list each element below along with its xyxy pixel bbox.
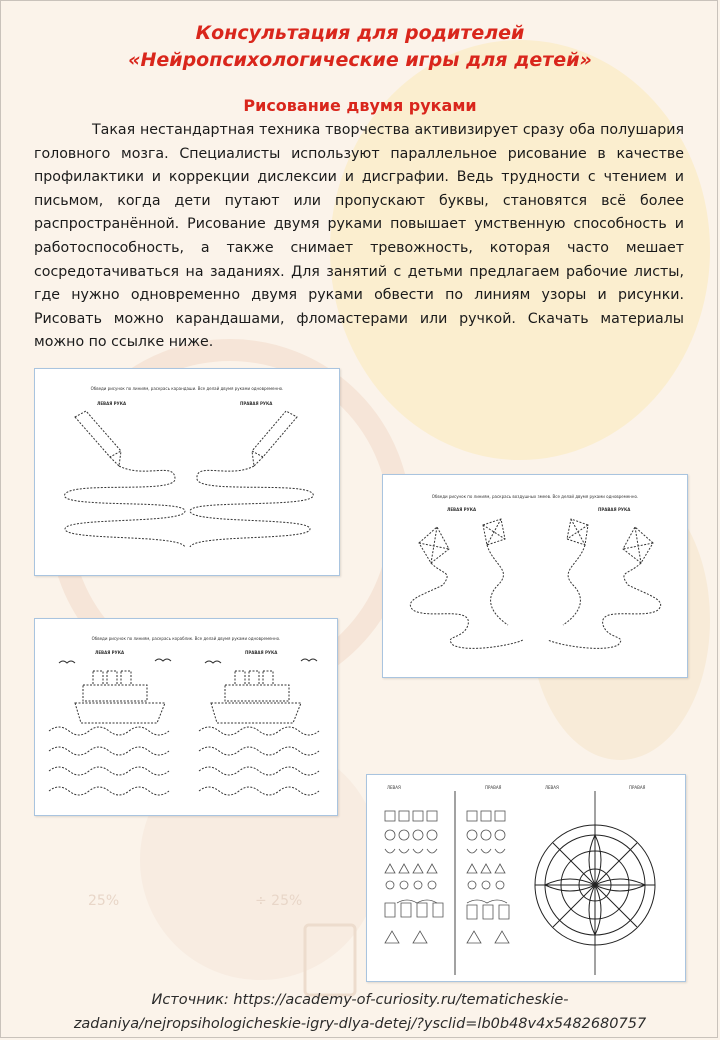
svg-text:÷ 25%: ÷ 25% (255, 893, 303, 909)
source-link-line-1: Источник: https://academy-of-curiosity.ru/tematicheskie- (151, 992, 569, 1008)
right-hand-label: ПРАВАЯ (485, 785, 502, 790)
section-body-text: Такая нестандартная техника творчества активизирует сразу оба полушария головного мозга. Специалисты используют параллельное рисование в качестве профилактики и коррекции дислексии и дисграфии. Ведь трудности с чтением и письмом, когда дети путают или пропускают буквы, становятся всё более распространённой. Рисование двумя руками повышает умственную способность и работоспособность, а также снимает тревожность, которая часто мешает сосредотачиваться на заданиях. Для занятий с детьми предлагаем рабочие листы, где нужно одновременно двумя руками обвести по линиям узоры и рисунки. Рисовать можно карандашами, фломастерами или ручкой. Скачать материалы можно по ссылке ниже. (34, 122, 684, 351)
svg-text:25%: 25% (88, 893, 120, 909)
shapes-mandala-drawing (367, 775, 687, 983)
page-title-line-1: Консультация для родителей (195, 22, 525, 44)
worksheet-shapes-mandala-image (366, 774, 686, 982)
kites-drawing (383, 475, 689, 679)
pencils-drawing (35, 369, 341, 577)
worksheet-kites-image (382, 474, 688, 678)
source-link-line-2: zadaniya/nejropsihologicheskie-igry-dlya-detej/?ysclid=lb0b48v4x5482680757 (73, 1016, 647, 1032)
left-hand-label: ЛЕВАЯ (387, 785, 401, 790)
mandala-left-label: ЛЕВАЯ (545, 785, 559, 790)
right-hand-label: ПРАВАЯ РУКА (245, 650, 278, 655)
ships-drawing (35, 619, 339, 817)
left-hand-label: ЛЕВАЯ РУКА (97, 401, 127, 406)
section-heading: Рисование двумя руками (243, 96, 477, 115)
worksheet-pencils-image (34, 368, 340, 576)
worksheet-caption: Обведи рисунок по линиям, раскрась карандаши. Все делай двумя руками одновременно. (90, 386, 284, 391)
worksheet-ships-image (34, 618, 338, 816)
worksheet-caption: Обведи рисунок по линиям, раскрась воздушных змеев. Все делай двумя руками одновременно. (431, 494, 639, 499)
left-hand-label: ЛЕВАЯ РУКА (95, 650, 125, 655)
worksheet-caption: Обведи рисунок по линиям, раскрась кораблик. Все делай двумя руками одновременно. (91, 636, 281, 641)
mandala-right-label: ПРАВАЯ (629, 785, 646, 790)
left-hand-label: ЛЕВАЯ РУКА (447, 507, 477, 512)
page-title-line-2: «Нейропсихологические игры для детей» (128, 49, 592, 71)
right-hand-label: ПРАВАЯ РУКА (598, 507, 631, 512)
right-hand-label: ПРАВАЯ РУКА (240, 401, 273, 406)
